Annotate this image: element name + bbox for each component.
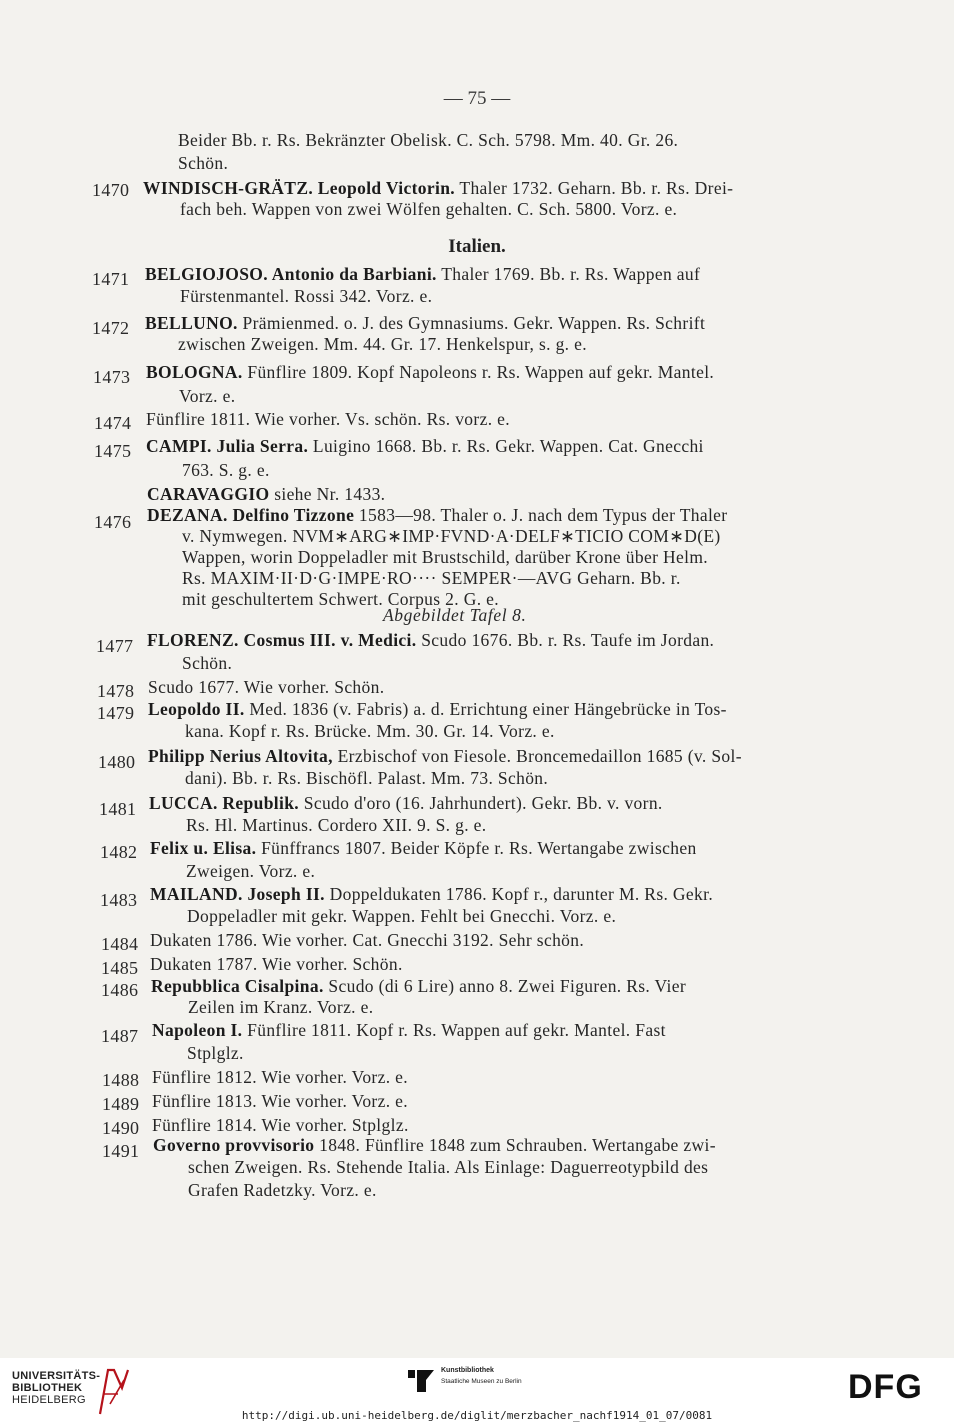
entry-line: CAMPI. Julia Serra. Luigino 1668. Bb. r. Rs. Gekr. Wappen. Cat. Gnecchi xyxy=(146,436,704,456)
entry-line: Philipp Nerius Altovita, Erzbischof von Fiesole. Broncemedaillon 1685 (v. Sol- xyxy=(148,746,742,766)
section-heading: Italien. xyxy=(448,236,506,257)
entry-line: Fünflire 1812. Wie vorher. Vorz. e. xyxy=(152,1067,409,1087)
entry-number: 1491 xyxy=(102,1141,140,1161)
entry-line: Rs. Hl. Martinus. Cordero XII. 9. S. g. e. xyxy=(186,815,487,835)
entry-number: 1481 xyxy=(99,799,137,819)
source-url[interactable]: http://digi.ub.uni-heidelberg.de/diglit/merzbacher_nachf1914_01_07/0081 xyxy=(241,1409,713,1422)
entry-line: Scudo 1677. Wie vorher. Schön. xyxy=(148,677,385,697)
entry-number: 1475 xyxy=(94,441,132,461)
entry-name: Leopoldo II. xyxy=(148,699,245,719)
figure-reference: Abgebildet Tafel 8. xyxy=(383,605,527,625)
entry-line: Schön. xyxy=(182,653,233,673)
entry-line: Governo provvisorio 1848. Fünflire 1848 zum Schrauben. Wertangabe zwi- xyxy=(153,1135,716,1155)
entry-number: 1474 xyxy=(94,413,132,433)
entry-number: 1487 xyxy=(101,1026,139,1046)
entry-name: DEZANA. Delfino Tizzone xyxy=(147,505,355,525)
entry-number: 1485 xyxy=(101,958,139,978)
entry-line: Fünflire 1811. Wie vorher. Vs. schön. Rs. vorz. e. xyxy=(146,409,510,429)
entry-number: 1483 xyxy=(100,890,138,910)
entry-name: CARAVAGGIO xyxy=(147,484,270,504)
entry-number: 1479 xyxy=(97,703,135,723)
entry-number: 1489 xyxy=(102,1094,140,1114)
entry-line: DEZANA. Delfino Tizzone 1583—98. Thaler o. J. nach dem Typus der Thaler xyxy=(147,505,728,525)
entry-name: FLORENZ. Cosmus III. v. Medici. xyxy=(147,630,417,650)
entry-line: schen Zweigen. Rs. Stehende Italia. Als Einlage: Daguerreotypbild des xyxy=(188,1157,709,1177)
entry-line: BELLUNO. Prämienmed. o. J. des Gymnasiums. Gekr. Wappen. Rs. Schrift xyxy=(145,313,706,333)
entry-line: fach beh. Wappen von zwei Wölfen gehalten. C. Sch. 5800. Vorz. e. xyxy=(180,199,678,219)
entry-line: BOLOGNA. Fünflire 1809. Kopf Napoleons r. Rs. Wappen auf gekr. Mantel. xyxy=(146,362,715,382)
entry-name: Repubblica Cisalpina. xyxy=(151,976,324,996)
entry-line: Leopoldo II. Med. 1836 (v. Fabris) a. d. Errichtung einer Hängebrücke in Tos- xyxy=(148,699,727,719)
dfg-logo: DFG xyxy=(848,1368,923,1406)
entry-line: dani). Bb. r. Rs. Bischöfl. Palast. Mm. 73. Schön. xyxy=(185,768,549,788)
entry-line: CARAVAGGIO siehe Nr. 1433. xyxy=(147,484,386,504)
entry-number: 1480 xyxy=(98,752,136,772)
entry-line: Beider Bb. r. Rs. Bekränzter Obelisk. C. Sch. 5798. Mm. 40. Gr. 26. xyxy=(178,130,679,150)
entry-line: Napoleon I. Fünflire 1811. Kopf r. Rs. Wappen auf gekr. Mantel. Fast xyxy=(152,1020,666,1040)
entry-line: Stplglz. xyxy=(187,1043,244,1063)
entry-line: Fünflire 1814. Wie vorher. Stplglz. xyxy=(152,1115,409,1135)
entry-line: WINDISCH-GRÄTZ. Leopold Victorin. Thaler 1732. Geharn. Bb. r. Rs. Drei- xyxy=(143,178,734,198)
ub-heidelberg-logo-text: UNIVERSITÄTS- BIBLIOTHEK HEIDELBERG xyxy=(12,1370,101,1406)
entry-line: LUCCA. Republik. Scudo d'oro (16. Jahrhundert). Gekr. Bb. v. vorn. xyxy=(149,793,663,813)
entry-line: Wappen, worin Doppeladler mit Brustschild, darüber Krone über Helm. xyxy=(182,547,709,567)
entry-line: v. Nymwegen. NVM∗ARG∗IMP·FVND·A·DELF∗TICIO COM∗D(E) xyxy=(182,526,721,546)
entry-name: CAMPI. Julia Serra. xyxy=(146,436,309,456)
entry-line: Zweigen. Vorz. e. xyxy=(186,861,316,881)
entry-number: 1471 xyxy=(92,269,130,289)
entry-number: 1472 xyxy=(92,318,130,338)
entry-number: 1484 xyxy=(101,934,139,954)
entry-line: Doppeladler mit gekr. Wappen. Fehlt bei Gnecchi. Vorz. e. xyxy=(187,906,617,926)
entry-name: WINDISCH-GRÄTZ. Leopold Victorin. xyxy=(143,178,455,198)
entry-number: 1482 xyxy=(100,842,138,862)
entry-line: Fürstenmantel. Rossi 342. Vorz. e. xyxy=(180,286,433,306)
entry-line: MAILAND. Joseph II. Doppeldukaten 1786. Kopf r., darunter M. Rs. Gekr. xyxy=(150,884,714,904)
entry-name: BOLOGNA. xyxy=(146,362,243,382)
entry-line: Grafen Radetzky. Vorz. e. xyxy=(188,1180,377,1200)
entry-line: 763. S. g. e. xyxy=(182,460,270,480)
entry-number: 1477 xyxy=(96,636,134,656)
entry-number: 1476 xyxy=(94,512,132,532)
entry-line: mit geschultertem Schwert. Corpus 2. G. e. xyxy=(182,589,500,609)
entry-name: Napoleon I. xyxy=(152,1020,243,1040)
entry-number: 1490 xyxy=(102,1118,140,1138)
entry-line: Fünflire 1813. Wie vorher. Vorz. e. xyxy=(152,1091,409,1111)
entry-name: MAILAND. Joseph II. xyxy=(150,884,325,904)
entry-line: Vorz. e. xyxy=(179,386,236,406)
entry-name: Felix u. Elisa. xyxy=(150,838,257,858)
entry-line: Dukaten 1787. Wie vorher. Schön. xyxy=(150,954,403,974)
entry-line: Rs. MAXIM·II·D·G·IMPE·RO···· SEMPER·—AVG Geharn. Bb. r. xyxy=(182,568,681,588)
staatliche-museen-label: Staatliche Museen zu Berlin xyxy=(441,1378,522,1385)
entry-line: zwischen Zweigen. Mm. 44. Gr. 17. Henkelspur, s. g. e. xyxy=(178,334,587,354)
kunstbibliothek-logo-icon xyxy=(406,1366,436,1394)
entry-number: 1470 xyxy=(92,180,130,200)
entry-name: LUCCA. Republik. xyxy=(149,793,300,813)
entry-line: Schön. xyxy=(178,153,229,173)
entry-name: Philipp Nerius Altovita, xyxy=(148,746,333,766)
entry-line: kana. Kopf r. Rs. Brücke. Mm. 30. Gr. 14. Vorz. e. xyxy=(185,721,555,741)
entry-name: Governo provvisorio xyxy=(153,1135,315,1155)
entry-number: 1488 xyxy=(102,1070,140,1090)
kunstbibliothek-label: Kunstbibliothek xyxy=(441,1367,494,1374)
entry-line: FLORENZ. Cosmus III. v. Medici. Scudo 1676. Bb. r. Rs. Taufe im Jordan. xyxy=(147,630,715,650)
entry-name: BELLUNO. xyxy=(145,313,238,333)
entry-line: Zeilen im Kranz. Vorz. e. xyxy=(188,997,374,1017)
page-number: — 75 — xyxy=(443,88,511,109)
entry-name: BELGIOJOSO. Antonio da Barbiani. xyxy=(145,264,437,284)
entry-line: Dukaten 1786. Wie vorher. Cat. Gnecchi 3192. Sehr schön. xyxy=(150,930,585,950)
entry-number: 1473 xyxy=(93,367,131,387)
entry-line: BELGIOJOSO. Antonio da Barbiani. Thaler 1769. Bb. r. Rs. Wappen auf xyxy=(145,264,701,284)
entry-line: Felix u. Elisa. Fünffrancs 1807. Beider Köpfe r. Rs. Wertangabe zwischen xyxy=(150,838,697,858)
entry-number: 1478 xyxy=(97,681,135,701)
entry-number: 1486 xyxy=(101,980,139,1000)
entry-line: Repubblica Cisalpina. Scudo (di 6 Lire) anno 8. Zwei Figuren. Rs. Vier xyxy=(151,976,687,996)
